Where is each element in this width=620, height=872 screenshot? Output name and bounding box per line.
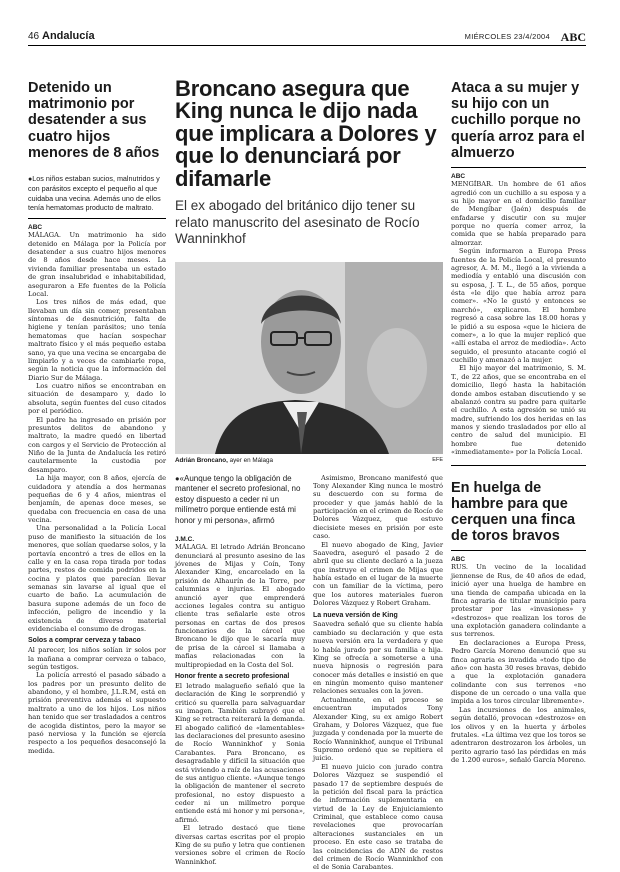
main-byline: J.M.C. <box>175 536 195 544</box>
paragraph: Los tres niños de más edad, que llevaban un día sin comer, presentaban síntomas de desnutrición, falta de higiene y tenían parásitos; uno tenía hematomas que hacían sospechar maltrato físico y el más pequeño estaba sano, ya que una vecina se encargaba de limpiarlo y a veces de cambiarle ropa, según la noticia que la información del Diario Sur de Málaga. <box>28 298 166 382</box>
left-subhead: Solos a comprar cerveza y tabaco <box>28 637 141 645</box>
right-body-2 <box>451 563 586 764</box>
paragraph: El letrado malagueño señaló que la declaración de King le sorprendió y criticó su querella para salvaguardar su imagen. También subrayó que el King se retracta reiterará la demanda. El abogado calificó de «lamentables» las declaraciones del presunto asesino de Rocío Wanninkhof y Sonia Carabantes. Para Broncano, es desagradable y difícil la situación que está viviendo a raíz de las acusaciones de sus antiguo cliente. «Aunque tengo la obligación de mantener el secreto profesional, no estoy dispuesto a ceder ni un milímetro porque entiende está mi honor y mi persona», afirmó. <box>175 681 306 824</box>
newspaper-logo: ABC <box>560 30 586 44</box>
paragraph: Asimismo, Broncano manifestó que Tony Alexander King nunca le mostró su descuerdo con su forma de proceder y que jamás habló de la participación en el crimen de Rocío de Dolores Vázquez, que estuvo diecisiete meses en prisión por este caso. <box>313 473 443 541</box>
paragraph: Saavedra señaló que su cliente había cambiado su declaración y que esta nueva versión era la verdadera y que lo había jurado por su familia e hija. King se ofrecía a someterse a una nueva hipnosis o regresión para conocer más detalles e insistió en que en ningún momento quiso mantener relaciones sexuales con la joven. <box>313 620 443 696</box>
portrait-photo <box>175 262 443 454</box>
paragraph: Las incursiones de los animales, según detalló, provocan «destrozos» en los olivos y en la huerta y árboles frutales. «La última vez que los toros se adentraron destrozaron los árboles, un perito agrario tasó las pérdidas en más de 1.200 euros», señaló García Moreno. <box>451 705 586 765</box>
divider <box>451 167 586 168</box>
paragraph: El hijo mayor del matrimonio, S. M. T., de 22 años, que se encontraba en el domicilio, llegó hasta la habitación donde ambos estaban discutiendo y se abalanzó contra su padre para quitarle el cuchillo. A esta agresión se unió su madre, sufriendo los dos heridas en las manos y siendo trasladados por ello al centro de salud del municipio. El hombre fue detenido «inmediatamente» por la Policía Local. <box>451 364 586 457</box>
paragraph: MENGÍBAR. Un hombre de 61 años agredió con un cuchillo a su esposa y a su hijo mayor en el domicilio familiar de Mengíbar (Jaén) después de enfadarse y discutir con su mujer porque no quería comer arroz, la comida que se había preparado para almorzar. <box>451 180 586 247</box>
divider <box>451 465 586 466</box>
caption-text: ayer en Málaga <box>227 456 273 464</box>
left-headline: Detenido un matrimonio por desatender a sus cuatro hijos menores de 8 años <box>28 80 160 161</box>
right-byline-1: ABC <box>451 173 466 181</box>
main-body-columns <box>175 474 443 872</box>
main-subhead-a: Honor frente a secreto profesional <box>175 672 290 680</box>
page-number: 46 <box>28 31 40 42</box>
photo-caption <box>175 457 443 464</box>
right-byline-2: ABC <box>451 556 466 564</box>
paragraph: MÁLAGA. Un matrimonio ha sido detenido en Málaga por la Policía por desatender a sus cuatro hijos menores de 8 años desde hace meses. La vivienda familiar presentaba un estado de gran insalubridad e inhabitabilidad, aseguraron a Efe fuentes de la Policía Local. <box>28 231 166 298</box>
main-article <box>175 56 443 872</box>
portrait-illustration <box>175 262 443 454</box>
right-headline-2: En huelga de hambre para que cerquen una finca de toros bravos <box>451 479 576 545</box>
pull-quote: ● «Aunque tengo la obligación de mantener el secreto profesional, no estoy dispuesto a ceder ni un milímetro porque entiende está mi honor y mi persona», afirmó <box>175 474 305 527</box>
left-article <box>28 56 166 755</box>
main-body-a <box>175 543 305 866</box>
main-body-b <box>313 474 443 872</box>
divider <box>28 218 166 219</box>
paragraph: MÁLAGA. El letrado Adrián Broncano denunciará al presunto asesino de las jóvenes de Mijas y Coín, Tony Alexander King, encarcelado en la prisión de Alhaurín de la Torre, por calumnias e injurias. El abogado anunció ayer que emprenderá acciones legales contra su antiguo cliente tras señalarle este otros personas en cartas de dos presos funcionarios de la cárcel que Broncano le dijo que le sacaría muy de prisa de la cárcel si llamaba a mafias relacionadas con la multipropiedad en la Costa del Sol. <box>175 543 305 669</box>
left-body <box>28 231 166 755</box>
section-name: Andalucía <box>42 30 95 42</box>
photo-credit: EFE <box>432 456 443 463</box>
page-header <box>28 30 586 46</box>
right-articles <box>451 56 586 764</box>
left-summary: ● Los niños estaban sucios, malnutridos y con parásitos excepto el pequeño al que cuidaba una vecina. Además uno de ellos tenía hematomas producto de maltrato. <box>28 174 166 212</box>
left-byline: ABC <box>28 224 43 232</box>
paragraph: Los cuatro niños se encontraban en situación de desamparo y, dado lo absoluta, según fuentes del cuso citados por el periódico. <box>28 382 166 416</box>
paragraph: La policía arrestó el pasado sábado a los padres por un presunto delito de abandono, y el hombre, J.L.R.M, está en prisión preventiva además el supuesto maltrato a uno de los hijos. Los niños han tenido que ser trasladados a centros de acogida distintos, pero la mayor se pasó nerviosa y la función se ejercía respecto a los pequeños desaconsejó la medida. <box>28 671 166 755</box>
right-body-1 <box>451 180 586 456</box>
paragraph: Actualmente, en el proceso se encuentran imputados Tony Alexander King, su ex amigo Robert Graham, y Dolores Vázquez, que fue juzgada y condenada por la muerte de Rocío Wanninkhof, aunque el Tribunal Supremo ordenó que se repitiera el juicio. <box>313 695 443 763</box>
paragraph: La hija mayor, con 8 años, ejercía de cuidadora y atendía a dos hermanas pequeñas de 6 y 4 años, mientras el benjamín, de apenas doce meses, se quedaba con frecuencia en casa de una vecina. <box>28 474 166 525</box>
divider <box>451 550 586 551</box>
main-subhead-b: La nueva versión de King <box>313 611 398 619</box>
paragraph: El nuevo juicio con jurado contra Dolores Vázquez se suspendió el pasado 17 de septiembre después de la petición del fiscal para la práctica de información suplementaria en virtud de la Ley de Enjuiciamiento Criminal, que establece como causa revelaciones que provocarían alteraciones sustanciales en un proceso. En este caso se trataba de las coincidencias de ADN de restos del crimen de Rocío Wanninkhof con el de Sonia Carabantes. <box>313 762 443 872</box>
paragraph: Al parecer, los niños solían ir solos por la mañana a comprar cerveza o tabaco, según testigos. <box>28 646 166 671</box>
paragraph: El letrado destacó que tiene diversas cartas escritas por el propio King de su puño y letra que contienen versiones sobre el crimen de Rocío Wanninkhof. <box>175 824 305 866</box>
main-column-a <box>175 474 305 872</box>
main-column-b <box>313 474 443 872</box>
paragraph: En declaraciones a Europa Press, Pedro García Moreno denunció que su finca agraria es invadida «todo tipo de año» con hasta 30 reses bravas, debido a que la explotación ganadera colindante con sus terrenos «no dispone de un cercado o una valla que impida a los toros circular libremente». <box>451 638 586 706</box>
main-headline: Broncano asegura que King nunca le dijo nada que implicara a Dolores y que lo denunciará por difamarle <box>175 76 437 191</box>
main-deck: El ex abogado del británico dijo tener su relato manuscrito del asesinato de Rocío Wanninkhof <box>175 198 420 247</box>
paragraph: El padre ha ingresado en prisión por presuntos delitos de abandono y maltrato, la madre quedó en libertad con cargos y el Servicio de Protección al Niño de la Junta de Andalucía les retiró cautelarmente la custodia por desamparo. <box>28 415 166 474</box>
paragraph: RUS. Un vecino de la localidad jiennense de Rus, de 40 años de edad, inició ayer una huelga de hambre en una tienda de campaña ubicada en la finca agraria de titular municipio para protestar por las «invasiones» y «destrozos» que realizan los toros de una explotación ganadera colindante a sus terrenos. <box>451 563 586 639</box>
issue-date: MIÉRCOLES 23/4/2004 <box>464 32 550 41</box>
caption-name: Adrián Broncano, <box>175 456 228 464</box>
paragraph: Según informaron a Europa Press fuentes de la Policía Local, el presunto agresor, A. M. M., llegó a la vivienda a mediodía y entabló una discusión con su esposa, J. T. L., de 55 años, porque ésta «le dijo que había arroz para comer». «No le gustó y entonces se marchó», explicaron. El hombre regresó a casa sobre las 18.00 horas y le pidió a su esposa «que le hiciera de comer», a lo que la mujer replicó que «allí estaba el arroz de mediodía». Acto seguido, el presunto atacante cogió el cuchillo y amenazó a la mujer. <box>451 247 586 365</box>
paragraph: Una personalidad a la Policía Local puso de manifiesto la situación de los menores, que solían quedarse solos, y la portavía encontró a tres de ellos en la calle y en la casa ropa tirada por todas partes, restos de comida podridos en la cocina y platos que parecían llevar semanas sin lavarse al igual que el cuarto de baño. La acumulación de basura supone además de un foco de infección, peligro de incendio y la existencia de diverso material evidenciaba el consumo de drogas. <box>28 524 166 633</box>
right-headline-1: Ataca a su mujer y su hijo con un cuchillo porque no quería arroz para el almuerzo <box>451 80 585 161</box>
paragraph: El nuevo abogado de King, Javier Saavedra, aseguró el pasado 2 de abril que su cliente declaró a la jueza que instruye el crimen de Mijas que había estado en el lugar de la muerte con un familiar de la víctima, pero que los autores materiales fueron Dolores Vázquez y Robert Graham. <box>313 540 443 608</box>
